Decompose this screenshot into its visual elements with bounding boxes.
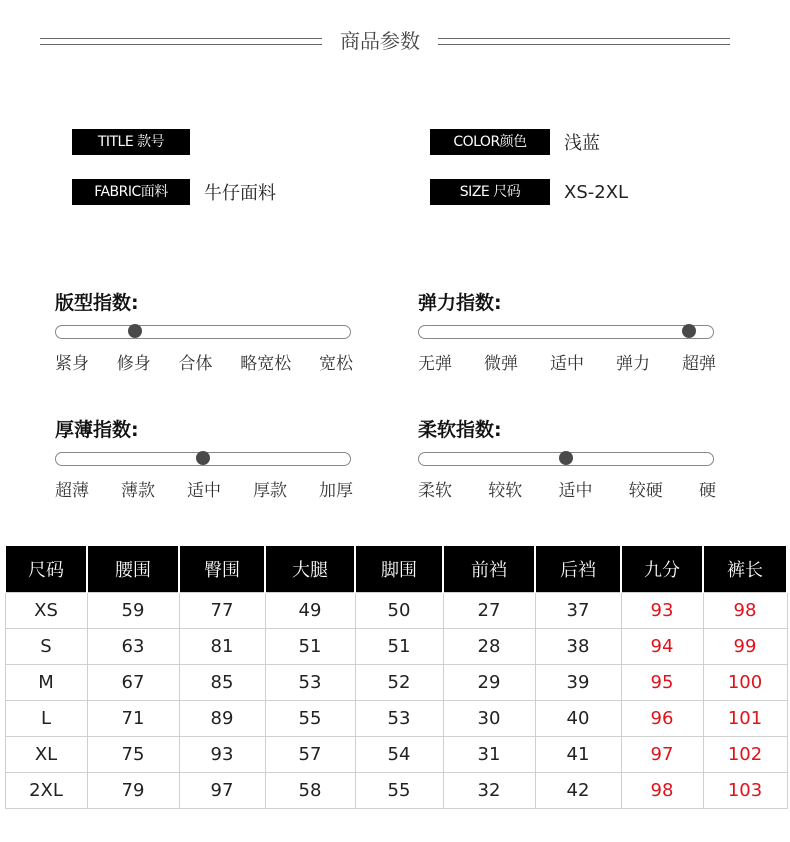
softness-index-title: 柔软指数: bbox=[418, 419, 502, 441]
table-cell: S bbox=[5, 629, 87, 665]
table-cell: 40 bbox=[535, 701, 621, 737]
tick-label: 较硬 bbox=[628, 481, 663, 501]
table-cell: 59 bbox=[87, 593, 179, 629]
table-cell: 97 bbox=[179, 773, 265, 809]
table-cell: 63 bbox=[87, 629, 179, 665]
table-cell: 100 bbox=[703, 665, 787, 701]
tick-label: 适中 bbox=[558, 481, 593, 501]
column-header: 裤长 bbox=[703, 546, 787, 593]
column-header: 大腿 bbox=[265, 546, 355, 593]
tick-label: 较软 bbox=[488, 481, 523, 501]
elastic-index-ticks bbox=[418, 349, 716, 374]
table-cell: 29 bbox=[443, 665, 535, 701]
fit-index-title: 版型指数: bbox=[55, 292, 139, 314]
param-fabric bbox=[72, 179, 276, 205]
table-cell: 58 bbox=[265, 773, 355, 809]
tick-label: 超薄 bbox=[55, 481, 89, 501]
thickness-index bbox=[55, 416, 355, 501]
table-cell: 55 bbox=[355, 773, 443, 809]
table-cell: 2XL bbox=[5, 773, 87, 809]
thickness-index-title: 厚薄指数: bbox=[55, 419, 139, 441]
table-cell: L bbox=[5, 701, 87, 737]
size-table bbox=[4, 546, 788, 809]
thickness-index-knob bbox=[196, 451, 210, 465]
table-cell: 51 bbox=[265, 629, 355, 665]
tick-label: 适中 bbox=[187, 481, 221, 501]
elastic-index-track bbox=[418, 325, 714, 339]
softness-index-knob bbox=[559, 451, 573, 465]
table-row bbox=[5, 665, 787, 701]
elastic-index-title: 弹力指数: bbox=[418, 292, 502, 314]
table-cell: 49 bbox=[265, 593, 355, 629]
tick-label: 薄款 bbox=[121, 481, 155, 501]
table-cell: 30 bbox=[443, 701, 535, 737]
table-cell: 93 bbox=[621, 593, 703, 629]
elastic-index-knob bbox=[682, 324, 696, 338]
table-row bbox=[5, 701, 787, 737]
table-cell: 57 bbox=[265, 737, 355, 773]
table-cell: 38 bbox=[535, 629, 621, 665]
param-title bbox=[72, 129, 204, 155]
softness-index-ticks bbox=[418, 476, 716, 501]
column-header: 九分 bbox=[621, 546, 703, 593]
tick-label: 修身 bbox=[116, 354, 151, 374]
thickness-index-ticks bbox=[55, 476, 353, 501]
column-header: 腰围 bbox=[87, 546, 179, 593]
table-cell: 51 bbox=[355, 629, 443, 665]
table-cell: 67 bbox=[87, 665, 179, 701]
table-cell: 27 bbox=[443, 593, 535, 629]
table-cell: 98 bbox=[621, 773, 703, 809]
column-header: 脚围 bbox=[355, 546, 443, 593]
table-cell: 52 bbox=[355, 665, 443, 701]
tick-label: 宽松 bbox=[319, 354, 353, 374]
color-value: 浅蓝 bbox=[564, 133, 600, 154]
column-header: 后裆 bbox=[535, 546, 621, 593]
table-header-row bbox=[5, 546, 787, 593]
table-cell: 31 bbox=[443, 737, 535, 773]
table-row bbox=[5, 773, 787, 809]
tick-label: 微弹 bbox=[484, 354, 518, 374]
table-cell: M bbox=[5, 665, 87, 701]
table-cell: 42 bbox=[535, 773, 621, 809]
elastic-index bbox=[418, 289, 718, 374]
table-cell: 103 bbox=[703, 773, 787, 809]
fit-index-ticks bbox=[55, 349, 353, 374]
table-cell: 55 bbox=[265, 701, 355, 737]
param-color bbox=[430, 129, 600, 155]
color-label: COLOR颜色 bbox=[430, 129, 550, 155]
tick-label: 合体 bbox=[178, 354, 213, 374]
softness-index-track bbox=[418, 452, 714, 466]
size-label: SIZE 尺码 bbox=[430, 179, 550, 205]
title-label: TITLE 款号 bbox=[72, 129, 190, 155]
table-cell: 79 bbox=[87, 773, 179, 809]
table-cell: 96 bbox=[621, 701, 703, 737]
table-cell: 94 bbox=[621, 629, 703, 665]
column-header: 臀围 bbox=[179, 546, 265, 593]
table-cell: 98 bbox=[703, 593, 787, 629]
column-header: 尺码 bbox=[5, 546, 87, 593]
thickness-index-track bbox=[55, 452, 351, 466]
table-cell: 71 bbox=[87, 701, 179, 737]
section-title: 商品参数 bbox=[340, 29, 420, 53]
fit-index-track bbox=[55, 325, 351, 339]
tick-label: 紧身 bbox=[55, 354, 89, 374]
table-cell: XL bbox=[5, 737, 87, 773]
table-cell: 95 bbox=[621, 665, 703, 701]
table-cell: 89 bbox=[179, 701, 265, 737]
param-size bbox=[430, 179, 628, 205]
tick-label: 厚款 bbox=[253, 481, 287, 501]
table-row bbox=[5, 593, 787, 629]
table-cell: 32 bbox=[443, 773, 535, 809]
fit-index bbox=[55, 289, 355, 374]
table-cell: XS bbox=[5, 593, 87, 629]
table-cell: 41 bbox=[535, 737, 621, 773]
table-cell: 28 bbox=[443, 629, 535, 665]
fit-index-knob bbox=[128, 324, 142, 338]
table-cell: 97 bbox=[621, 737, 703, 773]
tick-label: 弹力 bbox=[616, 354, 650, 374]
table-cell: 53 bbox=[265, 665, 355, 701]
softness-index bbox=[418, 416, 718, 501]
table-cell: 102 bbox=[703, 737, 787, 773]
table-row bbox=[5, 737, 787, 773]
table-cell: 53 bbox=[355, 701, 443, 737]
tick-label: 无弹 bbox=[418, 354, 452, 374]
fabric-label: FABRIC面料 bbox=[72, 179, 190, 205]
table-cell: 81 bbox=[179, 629, 265, 665]
tick-label: 加厚 bbox=[319, 481, 353, 501]
table-cell: 77 bbox=[179, 593, 265, 629]
table-cell: 85 bbox=[179, 665, 265, 701]
table-cell: 54 bbox=[355, 737, 443, 773]
table-cell: 75 bbox=[87, 737, 179, 773]
header-rule-left bbox=[40, 38, 322, 45]
tick-label: 硬 bbox=[699, 481, 716, 501]
section-header bbox=[0, 26, 790, 56]
tick-label: 适中 bbox=[550, 354, 584, 374]
tick-label: 柔软 bbox=[418, 481, 452, 501]
table-cell: 39 bbox=[535, 665, 621, 701]
column-header: 前裆 bbox=[443, 546, 535, 593]
table-cell: 101 bbox=[703, 701, 787, 737]
table-cell: 37 bbox=[535, 593, 621, 629]
table-cell: 50 bbox=[355, 593, 443, 629]
header-rule-right bbox=[438, 38, 730, 45]
tick-label: 超弹 bbox=[682, 354, 716, 374]
table-cell: 99 bbox=[703, 629, 787, 665]
table-cell: 93 bbox=[179, 737, 265, 773]
fabric-value: 牛仔面料 bbox=[204, 183, 276, 204]
table-row bbox=[5, 629, 787, 665]
size-value: XS-2XL bbox=[564, 181, 629, 203]
tick-label: 略宽松 bbox=[240, 354, 292, 374]
